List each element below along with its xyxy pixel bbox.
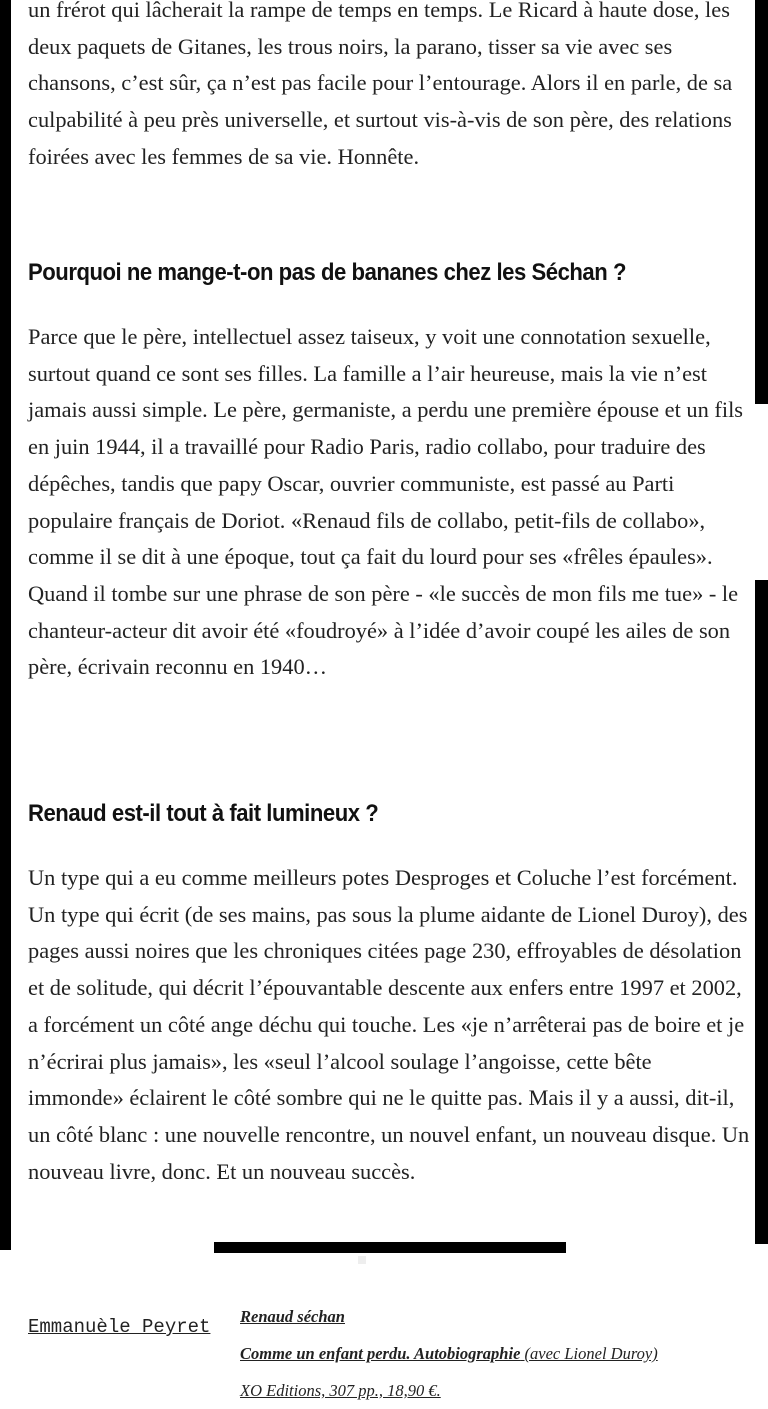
scan-artifact [358,1256,366,1264]
scan-border-left [0,0,11,1250]
book-author-link[interactable] [240,1298,765,1335]
scan-border-gap [755,404,768,580]
scan-border-right [755,0,768,1244]
paragraph-intro: un frérot qui lâcherait la rampe de temps en temps. Le Ricard à haute dose, les deux paquets de Gitanes, les trous noirs, la parano, tisser sa vie avec ses chansons, c’est sûr, ça n’est pas facile pour l’entourage. Alors il en parle, de sa culpabilité à peu près universelle, et surtout vis-à-vis de son père, des relations foirées avec les femmes de sa vie. Honnête. [28,0,733,169]
book-reference [240,1298,765,1409]
book-title: Comme un enfant perdu. Autobiographie [240,1344,521,1363]
paragraph-family: Parce que le père, intellectuel assez taiseux, y voit une connotation sexuelle, surtout quand ce sont ses filles. La famille a l’air heureuse, mais la vie n’est jamais aussi simple. Le père, germaniste, a perdu une première épouse et un fils en juin 1944, il a travaillé pour Radio Paris, radio collabo, pour traduire des dépêches, tandis que papy Oscar, ouvrier communiste, est passé au Parti populaire français de Doriot. «Renaud fils de collabo, petit-fils de collabo», comme il se dit à une époque, tout ça fait du lourd pour ses «frêles épaules». Quand il tombe sur une phrase de son père - «le succès de mon fils me tue» - le chanteur-acteur dit avoir été «foudroyé» à l’idée d’avoir coupé les ailes de son père, écrivain reconnu en 1940… [28,324,744,680]
paragraph-conclusion: Un type qui a eu comme meilleurs potes Desproges et Coluche l’est forcément. Un type qui écrit (de ses mains, pas sous la plume aidante de Lionel Duroy), des pages aussi noires que les chroniques citées page 230, effroyables de désolation et de solitude, qui décrit l’épouvantable descente aux enfers entre 1997 et 2002, a forcément un côté ange déchu qui touche. Les «je n’arrêterai pas de boire et je n’écrirai plus jamais», les «seul l’alcool soulage l’angoisse, cette bête immonde» éclairent le côté sombre qui ne le quitte pas. Mais il y a aussi, dit-il, un côté blanc : une nouvelle rencontre, un nouvel enfant, un nouveau disque. Un nouveau livre, donc. Et un nouveau succès. [28,865,750,1184]
question-heading-bananas: Pourquoi ne mange-t-on pas de bananes chez les Séchan ? [28,259,626,286]
book-coauthor: (avec Lionel Duroy) [524,1344,658,1363]
author-link[interactable]: Emmanuèle Peyret [28,1316,211,1338]
book-title-link[interactable] [240,1335,765,1372]
question-heading-lumineux: Renaud est-il tout à fait lumineux ? [28,800,379,827]
book-publisher-link[interactable]: XO Editions, 307 pp., 18,90 €. [240,1381,441,1400]
book-author: Renaud séchan [240,1307,345,1326]
scan-border-bottom [214,1242,566,1253]
